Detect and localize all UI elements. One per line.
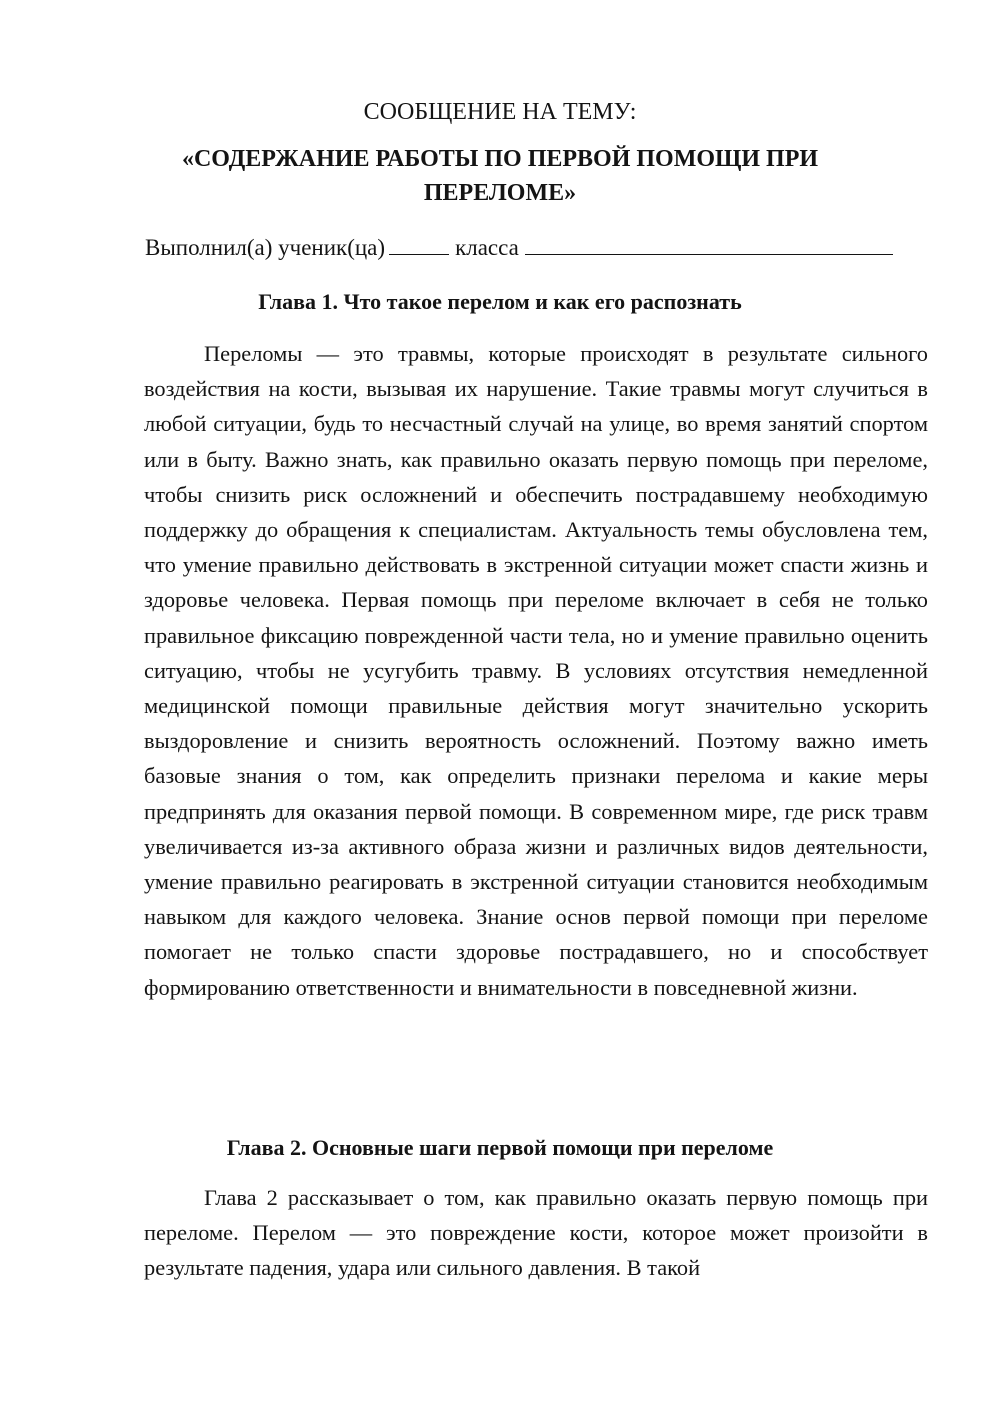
- chapter-2-heading: Глава 2. Основные шаги первой помощи при переломе: [226, 1135, 774, 1160]
- chapter-1-paragraph: Переломы — это травмы, которые происходят в результате сильного воздействия на кости, вызывая их нарушение. Такие травмы могут случиться в любой ситуации, будь то несчастный случай на улице, во время занятий спортом или в быту. Важно знать, как правильно оказать первую помощь при переломе, чтобы снизить риск осложнений и обеспечить пострадавшему необходимую поддержку до обращения к специалистам. Актуальность темы обусловлена тем, что умение правильно действовать в экстренной ситуации может спасти жизнь и здоровье человека. Первая помощь при переломе включает в себя не только правильное фиксацию поврежденной части тела, но и умение правильно оценить ситуацию, чтобы не усугубить травму. В условиях отсутствия немедленной медицинской помощи правильные действия могут значительно ускорить выздоровление и снизить вероятность осложнений. Поэтому важно иметь базовые знания о том, как определить признаки перелома и какие меры предпринять для оказания первой помощи. В современном мире, где риск травм увеличивается из-за активного образа жизни и различных видов деятельности, умение правильно реагировать в экстренной ситуации становится необходимым навыком для каждого человека. Знание основ первой помощи при переломе помогает не только спасти здоровье пострадавшего, но и способствует формированию ответственности и внимательности в повседневной жизни.: [144, 341, 928, 1000]
- author-prefix: Выполнил(а) ученик(ца): [145, 235, 386, 260]
- chapter-2-paragraph: Глава 2 рассказывает о том, как правильно оказать первую помощь при переломе. Перелом — это повреждение кости, которое может произойти в результате падения, удара или сильного давления. В такой: [144, 1185, 928, 1281]
- topic-line: СООБЩЕНИЕ НА ТЕМУ:: [363, 99, 637, 125]
- document-title: «СОДЕРЖАНИЕ РАБОТЫ ПО ПЕРВОЙ ПОМОЩИ ПРИ ПЕРЕЛОМЕ»: [181, 146, 819, 206]
- grade-blank: [389, 232, 449, 255]
- author-line: [145, 232, 893, 263]
- class-label: класса: [455, 235, 519, 260]
- chapter-1-heading: Глава 1. Что такое перелом и как его распознать: [258, 289, 742, 314]
- name-blank: [525, 232, 893, 255]
